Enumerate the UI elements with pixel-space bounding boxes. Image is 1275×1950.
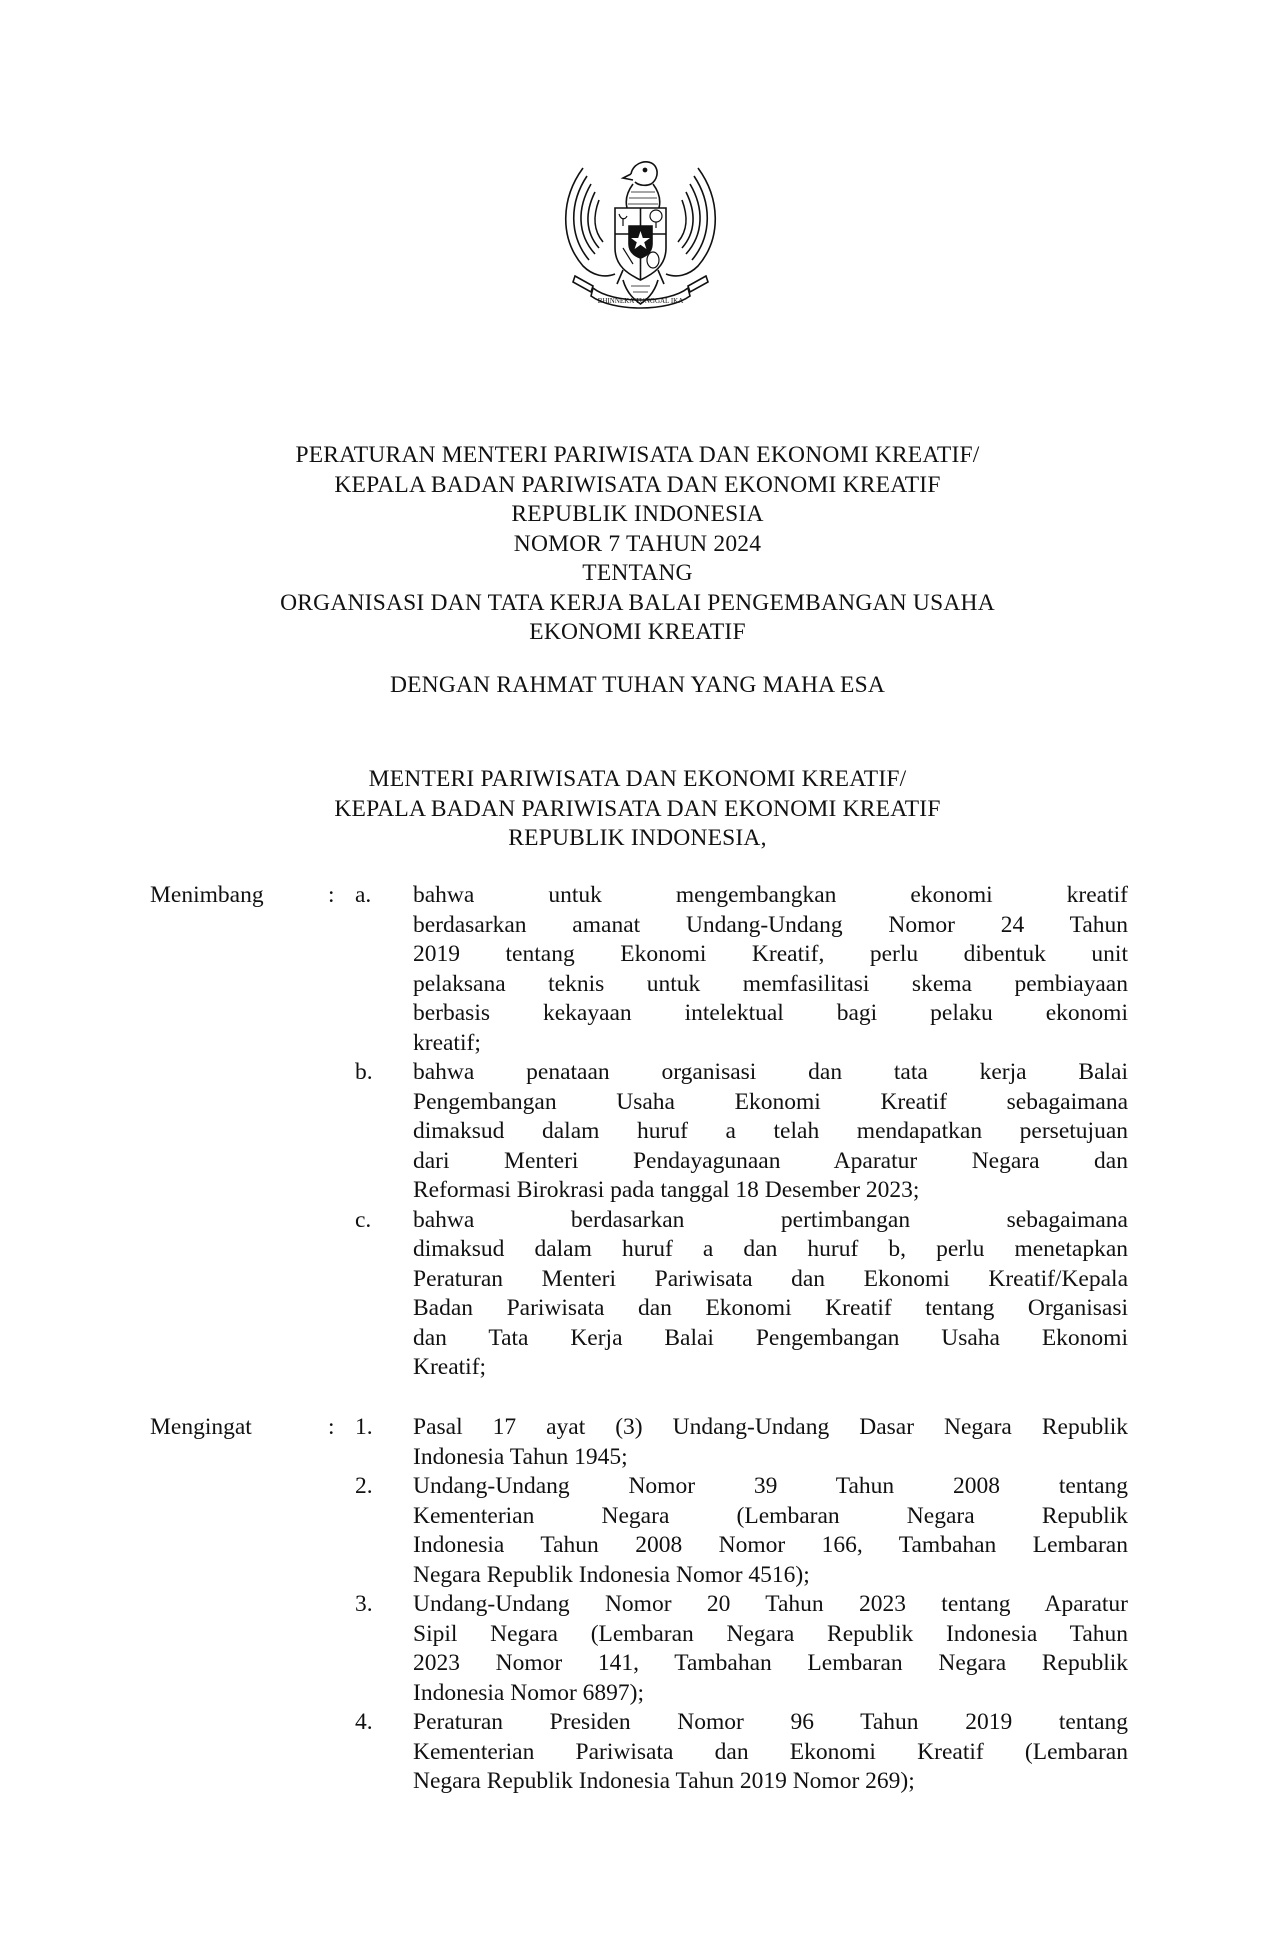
section-colon: : (328, 1414, 335, 1440)
item-line: berbasis kekayaan intelektual bagi pelaku ekonomi (413, 1000, 1128, 1026)
invocation-text: DENGAN RAHMAT TUHAN YANG MAHA ESA (389, 672, 886, 698)
title-line: KEPALA BADAN PARIWISATA DAN EKONOMI KREATIF (334, 471, 941, 498)
item-line: pelaksana teknis untuk memfasilitasi skema pembiayaan (413, 970, 1128, 997)
consideration-item (355, 1058, 1128, 1206)
legal-basis-item (355, 1413, 1128, 1472)
regulation-number: NOMOR 7 TAHUN 2024 (513, 530, 762, 557)
consideration-item (355, 1206, 1128, 1383)
item-line: Badan Pariwisata dan Ekonomi Kreatif tentang Organisasi (413, 1295, 1128, 1321)
legal-basis-item (355, 1708, 1128, 1797)
item-line: Negara Republik Indonesia Tahun 2019 Nomor 269); (413, 1768, 915, 1794)
item-line: Negara Republik Indonesia Nomor 4516); (413, 1561, 810, 1588)
title-line: PERATURAN MENTERI PARIWISATA DAN EKONOMI KREATIF/ (295, 442, 980, 468)
item-line: Kementerian Pariwisata dan Ekonomi Kreatif (Lembaran (413, 1738, 1128, 1765)
item-line: dimaksud dalam huruf a telah mendapatkan persetujuan (413, 1118, 1128, 1144)
item-line: Peraturan Presiden Nomor 96 Tahun 2019 tentang (413, 1709, 1128, 1735)
regulation-title (150, 441, 1125, 648)
item-line: Indonesia Tahun 2008 Nomor 166, Tambahan Lembaran (413, 1532, 1128, 1558)
item-marker: b. (355, 1059, 373, 1085)
regulation-subject: ORGANISASI DAN TATA KERJA BALAI PENGEMBANGAN USAHA (280, 589, 995, 616)
item-line: Peraturan Menteri Pariwisata dan Ekonomi Kreatif/Kepala (413, 1265, 1128, 1292)
item-marker: a. (355, 882, 372, 908)
item-line: Undang-Undang Nomor 20 Tahun 2023 tentang Aparatur (413, 1591, 1128, 1617)
issuer-line: KEPALA BADAN PARIWISATA DAN EKONOMI KREATIF (334, 795, 941, 822)
item-line: 2019 tentang Ekonomi Kreatif, perlu dibentuk unit (413, 941, 1128, 967)
item-line: dari Menteri Pendayagunaan Aparatur Negara dan (413, 1147, 1128, 1174)
invocation (150, 671, 1125, 701)
item-line: Kreatif; (413, 1354, 487, 1380)
item-line: bahwa penataan organisasi dan tata kerja Balai (413, 1059, 1128, 1085)
item-marker: 4. (355, 1709, 373, 1735)
section-colon: : (328, 882, 335, 908)
title-line: TENTANG (582, 560, 693, 586)
item-marker: 1. (355, 1414, 373, 1440)
menimbang-section (150, 881, 1128, 1383)
regulation-subject: EKONOMI KREATIF (529, 619, 746, 645)
title-line: REPUBLIK INDONESIA (511, 501, 764, 527)
item-line: bahwa untuk mengembangkan ekonomi kreatif (413, 882, 1128, 908)
item-line: berdasarkan amanat Undang-Undang Nomor 24 Tahun (413, 911, 1128, 938)
issuer-line: REPUBLIK INDONESIA, (508, 825, 767, 851)
item-line: Sipil Negara (Lembaran Negara Republik Indonesia Tahun (413, 1620, 1128, 1647)
issuer-block (150, 765, 1125, 854)
emblem-motto: BHINNEKA TUNGGAL IKA (597, 297, 684, 305)
issuer-line: MENTERI PARIWISATA DAN EKONOMI KREATIF/ (368, 766, 907, 792)
section-label: Mengingat (150, 1414, 252, 1440)
item-line: kreatif; (413, 1029, 481, 1056)
consideration-item (355, 881, 1128, 1058)
garuda-pancasila-emblem-icon (553, 148, 728, 323)
item-line: Kementerian Negara (Lembaran Negara Republik (413, 1502, 1128, 1529)
item-line: dan Tata Kerja Balai Pengembangan Usaha Ekonomi (413, 1324, 1128, 1351)
item-line: Indonesia Tahun 1945; (413, 1443, 628, 1470)
item-line: Pengembangan Usaha Ekonomi Kreatif sebagaimana (413, 1088, 1128, 1115)
item-line: dimaksud dalam huruf a dan huruf b, perlu menetapkan (413, 1236, 1128, 1262)
legal-basis-item (355, 1590, 1128, 1708)
legal-basis-item (355, 1472, 1128, 1590)
item-line: 2023 Nomor 141, Tambahan Lembaran Negara Republik (413, 1650, 1128, 1676)
mengingat-section (150, 1413, 1128, 1797)
section-label: Menimbang (150, 882, 264, 908)
item-line: Pasal 17 ayat (3) Undang-Undang Dasar Negara Republik (413, 1414, 1128, 1440)
item-marker: 2. (355, 1473, 373, 1499)
item-marker: 3. (355, 1591, 373, 1617)
item-line: Reformasi Birokrasi pada tanggal 18 Desember 2023; (413, 1177, 920, 1203)
item-line: Indonesia Nomor 6897); (413, 1679, 645, 1706)
item-line: Undang-Undang Nomor 39 Tahun 2008 tentang (413, 1473, 1128, 1499)
item-marker: c. (355, 1206, 372, 1233)
item-line: bahwa berdasarkan pertimbangan sebagaimana (413, 1206, 1128, 1233)
